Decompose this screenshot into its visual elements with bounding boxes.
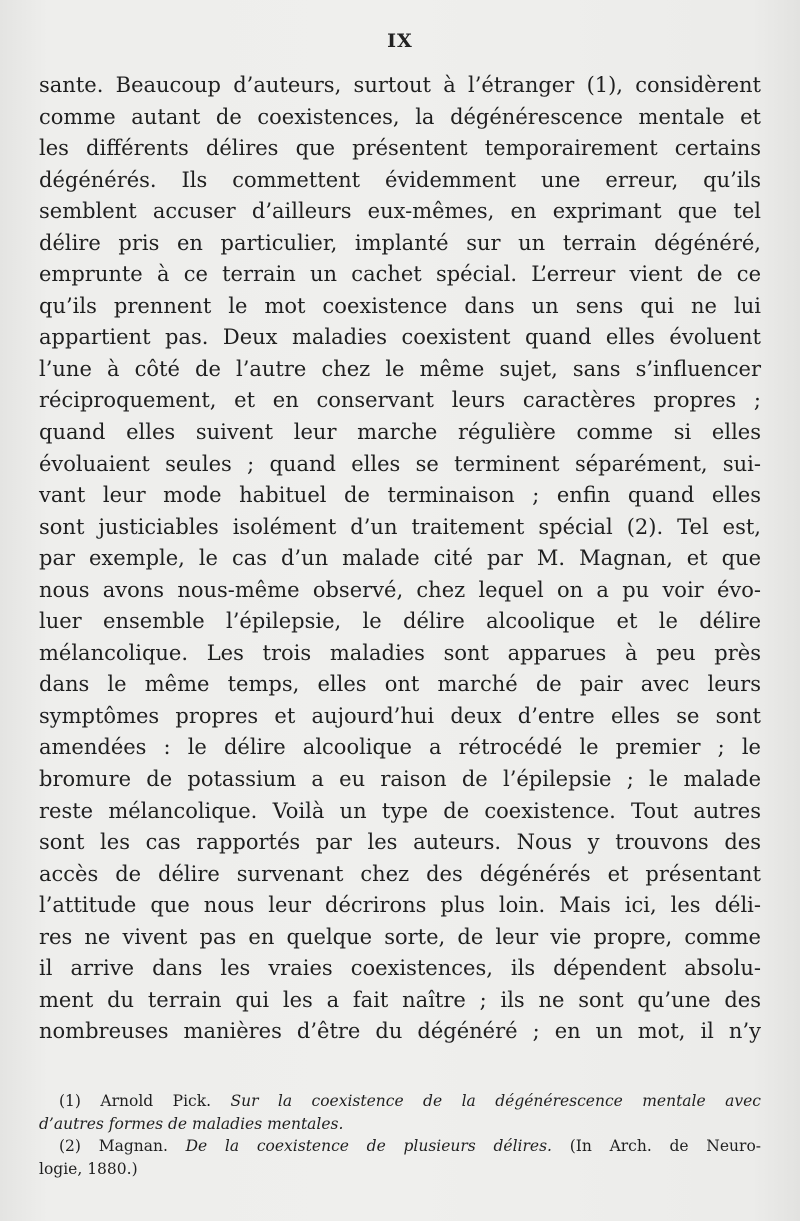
footnote-2-title: De la coexistence de plusieurs délires.	[185, 1137, 552, 1155]
text-line: emprunte à ce terrain un cachet spécial. L’erreur vient de ce	[39, 262, 761, 287]
footnotes	[39, 1090, 761, 1180]
text-line: qu’ils prennent le mot coexistence dans un sens qui ne lui	[39, 293, 761, 318]
footnote-1-author: Arnold Pick.	[100, 1092, 212, 1110]
footnote-1-title: Sur la coexistence de la dégénérescence mentale avec	[230, 1092, 761, 1110]
footnote-2-source-cont: logie, 1880.)	[39, 1159, 138, 1178]
text-line: délire pris en particulier, implanté sur un terrain dégénéré,	[39, 230, 761, 255]
body-text	[39, 70, 761, 1048]
text-line: reste mélancolique. Voilà un type de coexistence. Tout autres	[39, 798, 761, 823]
footnote-1-marker: (1)	[59, 1092, 81, 1110]
text-line: dans le même temps, elles ont marché de pair avec leurs	[39, 672, 761, 697]
text-line: accès de délire survenant chez des dégénérés et présentant	[39, 861, 761, 886]
text-line: semblent accuser d’ailleurs eux-mêmes, en exprimant que tel	[39, 199, 761, 224]
text-line: sante. Beaucoup d’auteurs, surtout à l’étranger (1), considèrent	[39, 73, 761, 97]
text-line: par exemple, le cas d’un malade cité par M. Magnan, et que	[39, 546, 761, 571]
text-line: vant leur mode habituel de terminaison ; enfin quand elles	[39, 483, 761, 508]
text-line: l’attitude que nous leur décrirons plus loin. Mais ici, les déli-	[39, 893, 761, 918]
text-line: dégénérés. Ils commettent évidemment une erreur, qu’ils	[39, 167, 761, 192]
footnote-2-marker: (2)	[59, 1137, 81, 1155]
text-line: sont justiciables isolément d’un traitement spécial (2). Tel est,	[39, 514, 761, 539]
text-line: sont les cas rapportés par les auteurs. Nous y trouvons des	[39, 830, 761, 855]
footnote-2-source: (In Arch. de Neuro-	[569, 1137, 762, 1155]
footnote-2	[39, 1135, 761, 1158]
text-line: quand elles suivent leur marche régulière comme si elles	[39, 420, 761, 445]
text-line: nombreuses manières d’être du dégénéré ; en un mot, il n’y	[39, 1019, 761, 1044]
footnote-1	[39, 1090, 761, 1113]
text-line: réciproquement, et en conservant leurs caractères propres ;	[39, 388, 761, 413]
text-line: symptômes propres et aujourd’hui deux d’entre elles se sont	[39, 703, 761, 728]
footnote-1-title-cont: d’autres formes de maladies mentales.	[39, 1114, 344, 1133]
text-line: les différents délires que présentent temporairement certains	[39, 136, 761, 161]
text-line: l’une à côté de l’autre chez le même sujet, sans s’influencer	[39, 356, 761, 381]
footnote-2-author: Magnan.	[98, 1137, 168, 1155]
text-line: luer ensemble l’épilepsie, le délire alcoolique et le délire	[39, 609, 761, 634]
text-line: appartient pas. Deux maladies coexistent quand elles évoluent	[39, 325, 761, 350]
text-line: mélancolique. Les trois maladies sont apparues à peu près	[39, 640, 761, 665]
text-line: res ne vivent pas en quelque sorte, de leur vie propre, comme	[39, 924, 761, 949]
text-line: il arrive dans les vraies coexistences, ils dépendent absolu-	[39, 956, 761, 981]
text-line: ment du terrain qui les a fait naître ; ils ne sont qu’une des	[39, 987, 761, 1012]
text-line: bromure de potassium a eu raison de l’épilepsie ; le malade	[39, 767, 761, 792]
text-line: comme autant de coexistences, la dégénérescence mentale et	[39, 104, 761, 129]
text-line: évoluaient seules ; quand elles se terminent séparément, sui-	[39, 451, 761, 476]
text-line: amendées : le délire alcoolique a rétrocédé le premier ; le	[39, 735, 761, 760]
page-number: IX	[387, 30, 413, 52]
text-line: nous avons nous-même observé, chez lequel on a pu voir évo-	[39, 577, 761, 602]
